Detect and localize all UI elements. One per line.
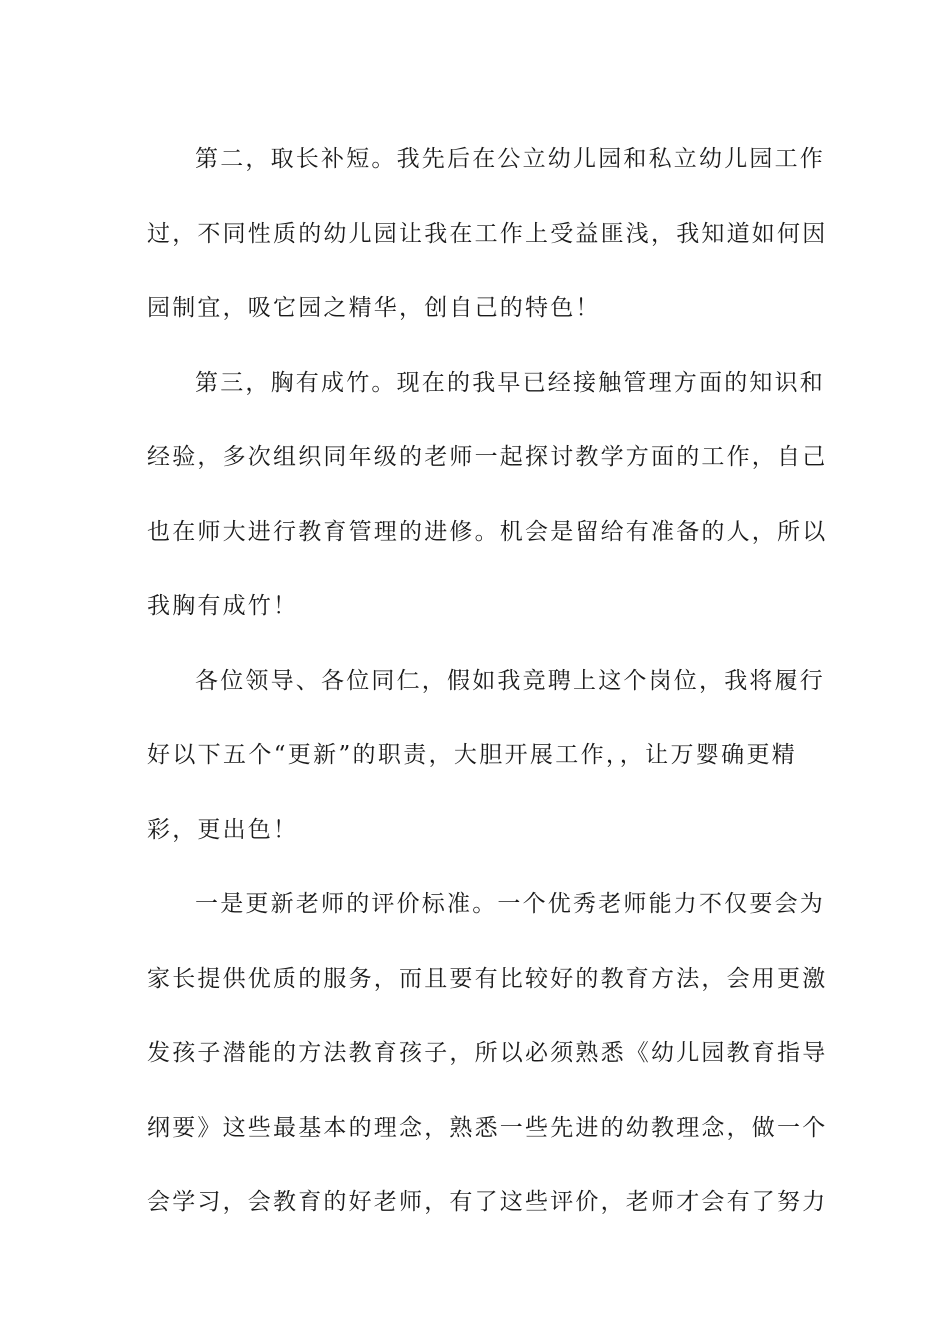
paragraph-line: 第三，胸有成竹。现在的我早已经接触管理方面的知识和	[195, 369, 825, 396]
paragraph-1	[147, 122, 828, 346]
paragraph-line: 园制宜，吸它园之精华，创自己的特色！	[147, 295, 601, 321]
paragraph-line: 好以下五个“更新”的职责，大胆开展工作，，让万婴确更精	[147, 742, 797, 768]
paragraph-4	[147, 867, 828, 1240]
paragraph-line: 彩，更出色！	[147, 816, 299, 843]
paragraph-line: 各位领导、各位同仁，假如我竞聘上这个岗位，我将履行	[195, 667, 825, 694]
paragraph-2	[147, 346, 828, 644]
paragraph-line: 发孩子潜能的方法教育孩子，所以必须熟悉《幼儿园教育指导	[147, 1040, 828, 1066]
paragraph-line: 也在师大进行教育管理的进修。机会是留给有准备的人，所以	[147, 518, 828, 545]
paragraph-line: 纲要》这些最基本的理念，熟悉一些先进的幼教理念，做一个	[147, 1114, 828, 1141]
paragraph-line: 第二，取长补短。我先后在公立幼儿园和私立幼儿园工作	[195, 146, 825, 172]
paragraph-3	[147, 644, 825, 868]
paragraph-line: 我胸有成竹！	[147, 593, 299, 619]
paragraph-line: 一是更新老师的评价标准。一个优秀老师能力不仅要会为	[195, 891, 825, 917]
paragraph-line: 家长提供优质的服务，而且要有比较好的教育方法，会用更激	[147, 965, 828, 992]
document-body	[147, 122, 828, 1240]
paragraph-line: 会学习，会教育的好老师，有了这些评价，老师才会有了努力	[147, 1189, 828, 1215]
paragraph-line: 经验，多次组织同年级的老师一起探讨教学方面的工作，自己	[147, 444, 828, 470]
paragraph-line: 过，不同性质的幼儿园让我在工作上受益匪浅，我知道如何因	[147, 220, 828, 247]
